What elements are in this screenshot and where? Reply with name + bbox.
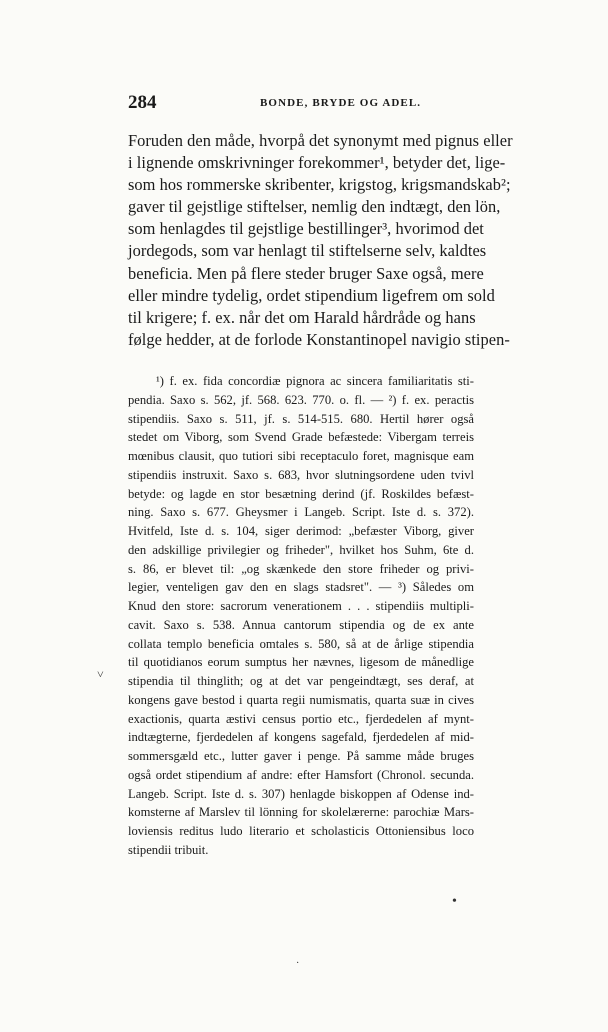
footnote-line: stipendia til thinglith; og at det var pengeindtægt, ses deraf, at: [128, 674, 474, 688]
body-line: beneficia. Men på flere steder bruger Saxe også, mere: [128, 263, 484, 283]
footnote-line: også ordet stipendium af andre: efter Hamsfort (Chronol. secunda.: [128, 767, 474, 782]
footnote-line: indtægterne, fjerdedelen af kongens sagefald, fjerdedelen af mid-: [128, 730, 474, 745]
page-number: 284: [128, 92, 157, 113]
footnote-line: stipendii tribuit.: [128, 842, 209, 857]
footnote-line: komsterne af Marslev til lönning for skolelærerne: parochiæ Mars-: [128, 805, 474, 820]
footnote-line: legier, venteligen gav den en slags stadsret". — ³) Således om: [128, 580, 474, 595]
footnote-line: Hvitfeld, Iste d. s. 104, siger derimod: „befæster Viborg, giver: [128, 524, 474, 538]
footnote-line: Langeb. Script. Iste d. s. 307) henlagde biskoppen af Odense ind-: [128, 786, 474, 801]
footnote-line: Knud den store: sacrorum venerationem . . . stipendiis multipli-: [128, 599, 474, 613]
main-text: [128, 130, 513, 351]
footnote-line: loviensis reditus ludo literario et scholasticis Ottoniensibus loco: [128, 824, 474, 838]
footnote-line: til quotidianos eorum sumptus her nævnes, ligesom de månedlige: [128, 655, 474, 670]
body-line: følge hedder, at de forlode Konstantinopel navigio stipen-: [128, 329, 510, 349]
ink-dot: •: [452, 894, 457, 909]
body-line: som hos rommerske skribenter, krigstog, krigsmandskab²;: [128, 175, 511, 195]
footnote-line: s. 86, er blevet til: „og skænkede den store friheder og privi-: [128, 561, 474, 576]
body-line: eller mindre tydelig, ordet stipendium ligefrem om sold: [128, 285, 495, 305]
body-line: som henlagdes til gejstlige bestillinger³, hvorimod det: [128, 219, 484, 239]
footnote-line: mœnibus clausit, quo tutiori sibi receptaculo foret, magnisque eam: [128, 449, 474, 463]
footnote-line: stipendiis instruxit. Saxo s. 683, hvor slutningsordene uden tvivl: [128, 467, 474, 482]
body-line: Foruden den måde, hvorpå det synonymt med pignus eller: [128, 131, 513, 150]
body-line: jordegods, som var henlagt til stiftelserne selv, kaldtes: [128, 241, 487, 261]
footnote-line: sommersgæld etc., lutter gaver i penge. På samme måde bruges: [128, 749, 474, 763]
ink-dot: ·: [296, 958, 300, 969]
footnote-line: stedet om Viborg, som Svend Grade befæstede: Vibergam terreis: [128, 430, 474, 445]
footnote-line: ¹) f. ex. fida concordiæ pignora ac sincera familiaritatis sti-: [156, 374, 474, 388]
footnote-line: den adskillige privilegier og friheder", hvilket hos Suhm, 6te d.: [128, 542, 474, 557]
running-head: [128, 92, 474, 114]
body-line: gaver til gejstlige stiftelser, nemlig den indtægt, den lön,: [128, 197, 501, 217]
footnote-line: collata templo beneficia omtales s. 580, så at de årlige stipendia: [128, 636, 474, 651]
margin-mark: ˅: [97, 667, 104, 681]
footnote-line: betyde: og lagde en stor besætning derind (jf. Roskildes befæst-: [128, 486, 474, 501]
running-title: BONDE, BRYDE OG ADEL.: [260, 97, 422, 109]
footnote-line: stipendiis. Saxo s. 511, jf. s. 514-515. 680. Hertil hører også: [128, 411, 474, 426]
footnote-line: kongens gave bestod i quarta regii numismatis, quarta suæ in cives: [128, 692, 474, 707]
footnote-line: pendia. Saxo s. 562, jf. 568. 623. 770. o. fl. — ²) f. ex. peractis: [128, 392, 474, 407]
footnote-line: ning. Saxo s. 677. Gheysmer i Langeb. Script. Iste d. s. 372).: [128, 505, 474, 520]
body-line: til krigere; f. ex. når det om Harald hårdråde og hans: [128, 307, 476, 327]
footnote-line: exactionis, quarta æstivi census portio etc., fjerdedelen af mynt-: [128, 711, 474, 726]
footnotes: [128, 372, 474, 860]
body-line: i lignende omskrivninger forekommer¹, betyder det, lige-: [128, 153, 506, 173]
footnote-line: cavit. Saxo s. 538. Annua cantorum stipendia og de ex ante: [128, 617, 474, 632]
